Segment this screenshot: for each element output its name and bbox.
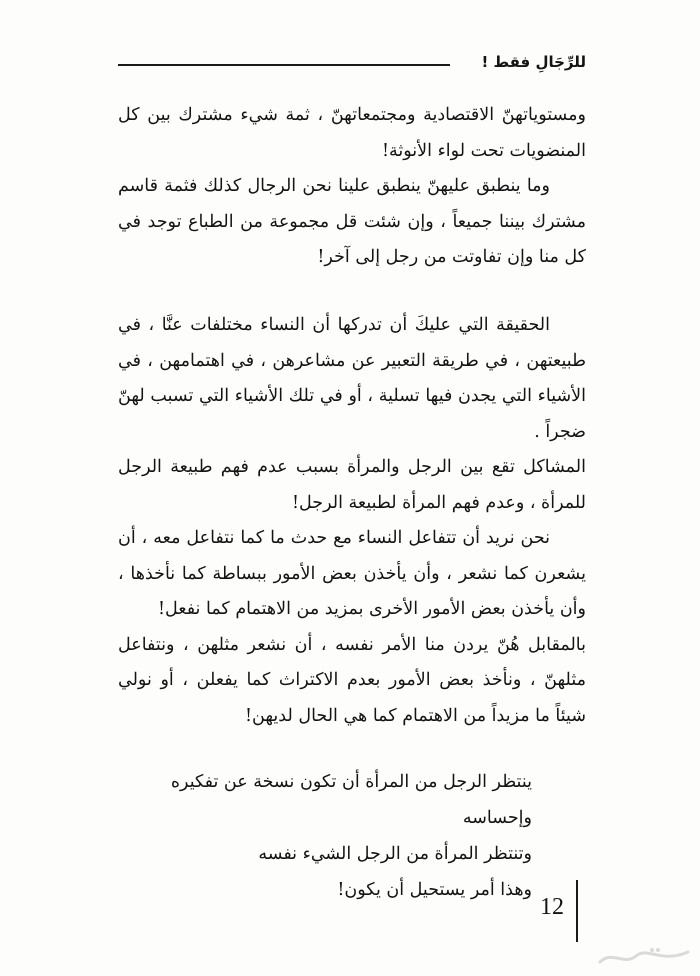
text-block-middle	[118, 308, 586, 734]
closing-line: وهذا أمر يستحيل أن يكون!	[337, 880, 532, 900]
running-header-title: للرِّجَالِ فقط !	[481, 53, 586, 71]
closing-line: ينتظر الرجل من المرأة أن تكون نسخة عن تفكيره وإحساسه	[170, 772, 532, 828]
paragraph: المشاكل تقع بين الرجل والمرأة بسبب عدم فهم طبيعة الرجل للمرأة ، وعدم فهم المرأة لطبيعة الرجل!	[118, 457, 586, 513]
paragraph: بالمقابل هُنّ يردن منا الأمر نفسه ، أن نشعر مثلهن ، ونتفاعل مثلهنّ ، ونأخذ بعض الأمور بعدم الاكتراث كما يفعلن ، أو نولي شيئاً ما مزيداً من الاهتمام كما هي الحال لديهن!	[118, 634, 586, 726]
haraj-watermark-logo	[594, 944, 694, 970]
paragraph: ومستوياتهنّ الاقتصادية ومجتمعاتهنّ ، ثمة شيء مشترك بين كل المنضويات تحت لواء الأنوثة!	[118, 105, 586, 161]
footer-rule	[576, 880, 578, 942]
page-number: 12	[540, 894, 564, 920]
paragraph: وما ينطبق عليهنّ ينطبق علينا نحن الرجال كذلك فثمة قاسم مشترك بيننا جميعاً ، وإن شئت قل مجموعة من الطباع توجد في كل منا وإن تفاوتت من رجل إلى آخر!	[118, 176, 586, 267]
header-rule	[118, 64, 450, 66]
closing-line: وتنتظر المرأة من الرجل الشيء نفسه	[258, 844, 532, 864]
paragraph: الحقيقة التي عليكَ أن تدركها أن النساء مختلفات عنَّا ، في طبيعتهن ، في طريقة التعبير عن مشاعرهن ، في اهتمامهن ، في الأشياء التي يجدن فيها تسلية ، أو في تلك الأشياء التي تسبب لهنّ ضجراً .	[118, 315, 586, 442]
closing-lines	[140, 764, 532, 908]
paragraph: نحن نريد أن تتفاعل النساء مع حدث ما كما نتفاعل معه ، أن يشعرن كما نشعر ، وأن يأخذن بعض الأمور ببساطة كما نأخذها ، وأن يأخذن بعض الأمور الأخرى بمزيد من الاهتمام كما نفعل!	[118, 528, 586, 619]
text-block-top	[118, 98, 586, 276]
